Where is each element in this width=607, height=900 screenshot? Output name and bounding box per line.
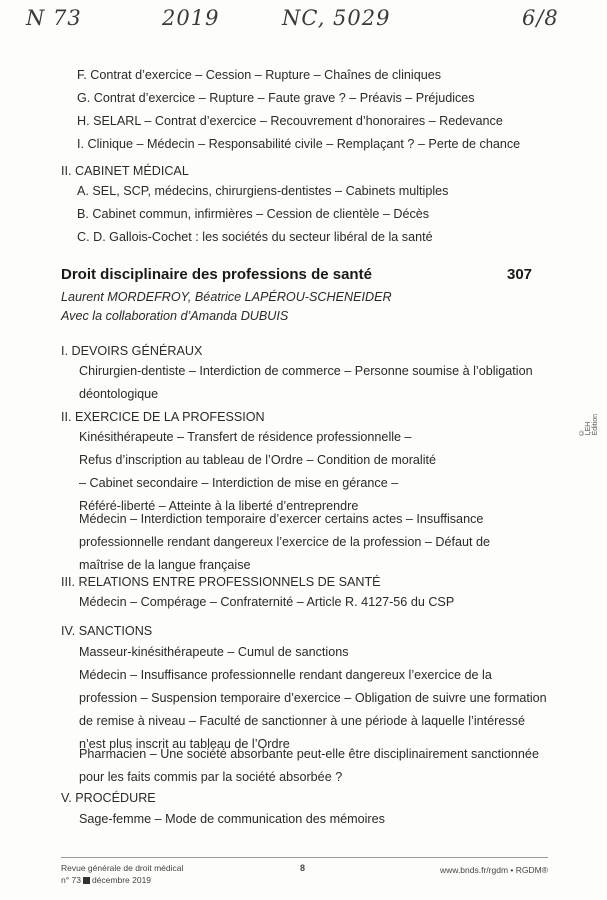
page-number: 8 [300,863,306,873]
section-heading: IV. SANCTIONS [61,624,153,638]
toc-item: I. Clinique – Médecin – Responsabilité civile – Remplaçant ? – Perte de chance [77,137,521,151]
handwritten-year: 2019 [162,6,220,30]
section-entry: Sage-femme – Mode de communication des mémoires [79,812,385,826]
chapter-title: Droit disciplinaire des professions de santé [61,266,372,283]
issue-date: décembre 2019 [91,875,152,885]
chapter-authors: Laurent MORDEFROY, Béatrice LAPÉROU-SCHENEIDER [61,290,392,304]
section-entry: Médecin – Insuffisance professionnelle rendant dangereux l’exercice de la profession – Suspension temporaire d’exercice – Obligation de suivre une formation de remise à niveau – Faculté de sanctionner à une période à laquelle l’intéressé n’est plus inscrit au tableau de l’Ordre [79,668,547,751]
copyright-note: © LEH Édition [578,414,599,436]
section-heading: II. EXERCICE DE LA PROFESSION [61,410,265,424]
toc-item: B. Cabinet commun, infirmières – Cession de clientèle – Décès [77,207,430,221]
section-heading: I. DEVOIRS GÉNÉRAUX [61,344,203,358]
handwritten-code: NC, 5029 [282,6,391,30]
section-entry: Masseur-kinésithérapeute – Cumul de sanctions [79,645,349,659]
footer-journal [61,862,183,886]
section-heading: III. RELATIONS ENTRE PROFESSIONNELS DE SANTÉ [61,575,381,589]
journal-issue [61,874,183,886]
chapter-page-number: 307 [507,266,533,283]
section-heading: II. CABINET MÉDICAL [61,164,189,178]
section-entry: Pharmacien – Une société absorbante peut-elle être disciplinairement sanctionnée pour les faits commis par la société absorbée ? [79,747,539,784]
section-entry: Kinésithérapeute – Transfert de résidence professionnelle – Refus d’inscription au tableau de l’Ordre – Condition de moralité – Cabinet secondaire – Interdiction de mise en gérance – Référé-liberté – Atteinte à la liberté d’entreprendre [79,430,437,513]
section-entry: Médecin – Interdiction temporaire d’exercer certains actes – Insuffisance professionnelle rendant dangereux l’exercice de la profession – Défaut de maîtrise de la langue française [79,512,490,572]
toc-item: G. Contrat d’exercice – Rupture – Faute grave ? – Préavis – Préjudices [77,91,475,105]
chapter-collaboration: Avec la collaboration d’Amanda DUBUIS [61,309,289,323]
section-entry: Médecin – Compérage – Confraternité – Article R. 4127-56 du CSP [79,595,455,609]
issue-number: n° 73 [61,875,81,885]
toc-item: C. D. Gallois-Cochet : les sociétés du secteur libéral de la santé [77,230,433,244]
toc-item: A. SEL, SCP, médecins, chirurgiens-dentistes – Cabinets multiples [77,184,449,198]
square-bullet-icon [83,877,90,884]
toc-item: H. SELARL – Contrat d’exercice – Recouvrement d’honoraires – Redevance [77,114,503,128]
footer-url[interactable]: www.bnds.fr/rgdm • RGDM® [440,865,548,875]
handwritten-ref: N 73 [26,6,82,30]
footer-divider [61,857,548,858]
section-heading: V. PROCÉDURE [61,791,156,805]
toc-item: F. Contrat d’exercice – Cession – Rupture – Chaînes de cliniques [77,68,442,82]
journal-name: Revue générale de droit médical [61,863,184,873]
section-entry: Chirurgien-dentiste – Interdiction de commerce – Personne soumise à l’obligation déontologique [79,364,533,401]
handwritten-pages: 6/8 [522,6,559,30]
